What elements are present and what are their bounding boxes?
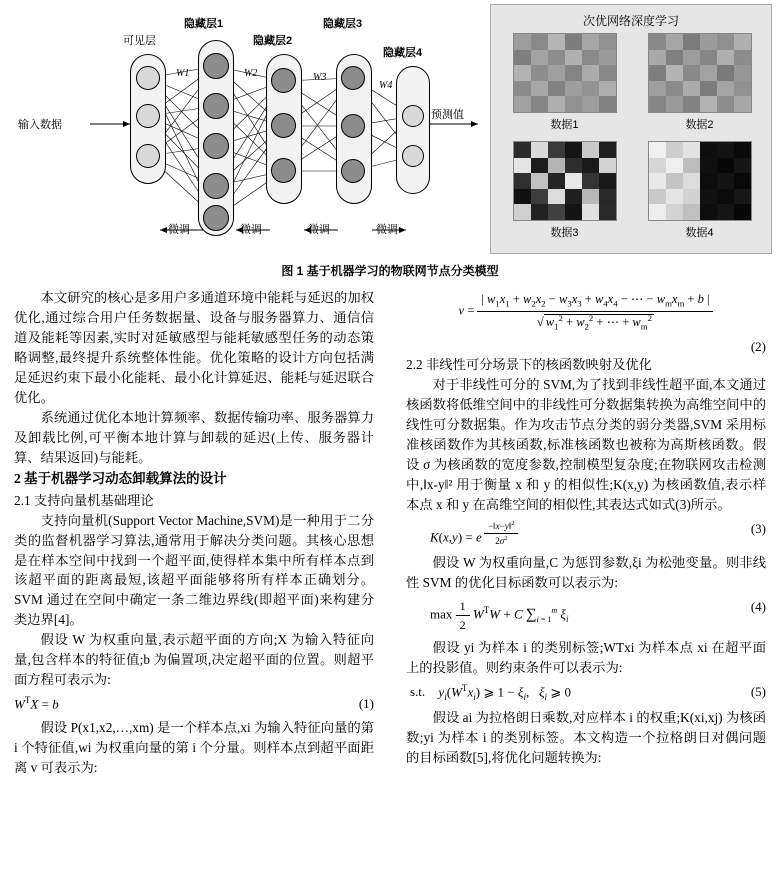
finetune-label-3: 微调: [308, 224, 330, 236]
data-image-2: [648, 33, 752, 113]
data-image-1: [513, 33, 617, 113]
node-hidden3-1: [341, 66, 365, 90]
weight-label-w2: W2: [244, 68, 258, 79]
node-hidden1-4: [203, 173, 229, 199]
node-hidden2-3: [271, 158, 296, 183]
weight-label-w1: W1: [176, 68, 190, 79]
layer-label-hidden2: 隐藏层2: [253, 35, 293, 47]
layer-label-hidden1: 隐藏层1: [184, 18, 224, 30]
equation-5-body: $y_i(W^Tx_i)$ ⩾ $1 - \xi_i$, $\xi_i$ ⩾ 0: [438, 682, 571, 702]
node-hidden3-2: [341, 114, 365, 138]
deep-learning-panel: [490, 4, 772, 254]
equation-1: [14, 694, 374, 714]
data-caption-1: 数据1: [550, 119, 579, 131]
equation-2-number: (2): [750, 339, 766, 355]
equation-4-number: (4): [750, 598, 766, 614]
paragraph-right-4: 假设 ai 为拉格朗日乘数,对应样本 i 的权重;K(xi,xj) 为核函数;yi 为样本 i 的类别标签。本文构造一个拉格朗日对偶问题的目标函数[5],将优化问题转换为:: [406, 710, 766, 766]
finetune-label-4: 微调: [376, 224, 398, 236]
node-hidden2-2: [271, 113, 296, 138]
equation-3-body: K(x,y) = e $^{\frac{-‖x-y‖^2}{2\sigma^2}}$: [430, 519, 518, 549]
right-column: [406, 288, 766, 768]
data-caption-2: 数据2: [685, 119, 714, 131]
equation-5-label: s.t.: [410, 683, 426, 699]
node-visible-3: [136, 144, 160, 168]
article-body: [14, 288, 766, 868]
equation-1-body: $W^TX = b$: [14, 695, 59, 712]
subsection-heading-2-2: 2.2 非线性可分场景下的核函数映射及优化: [406, 357, 652, 373]
weight-label-w4: W4: [379, 80, 393, 91]
paragraph-right-2: 假设 W 为权重向量,C 为惩罚参数,ξi 为松弛变量。则非线性 SVM 的优化目标函数可以表示为:: [406, 554, 766, 590]
paragraph-left-2: 系统通过优化本地计算频率、数据传输功率、服务器算力及卸载比例,可平衡本地计算与卸载的延迟(上传、服务器计算、结果返回)与能耗。: [14, 409, 374, 465]
paragraph-left-5: 假设 P(x1,x2,…,xm) 是一个样本点,xi 为输入特征向量的第 i 个特征值,wi 为权重向量的第 i 个分量。则样本点到超平面距离 v 可表示为:: [14, 719, 374, 775]
data-image-4: [648, 141, 752, 221]
data-cell-1: [505, 33, 624, 137]
node-hidden2-1: [271, 68, 296, 93]
deep-learning-grid: [505, 33, 759, 245]
figure-caption: 图 1 基于机器学习的物联网节点分类模型: [281, 264, 499, 278]
node-visible-1: [136, 66, 160, 90]
network-diagram: [8, 6, 478, 258]
deep-learning-panel-title: 次优网络深度学习: [582, 14, 679, 28]
data-caption-4: 数据4: [685, 227, 714, 239]
data-cell-3: [505, 141, 624, 245]
node-hidden1-1: [203, 53, 229, 79]
layer-label-hidden4: 隐藏层4: [383, 47, 423, 59]
section-heading-2: 2 基于机器学习动态卸载算法的设计: [14, 471, 227, 487]
weight-label-w3: W3: [313, 72, 327, 83]
input-data-label: 输入数据: [18, 119, 62, 131]
equation-3-number: (3): [750, 520, 766, 536]
finetune-label-2: 微调: [240, 224, 262, 236]
paragraph-left-3: 支持向量机(Support Vector Machine,SVM)是一种用于二分类的监督机器学习算法,通常用于解决分类问题。其核心思想是在样本空间中找到一个超平面,使得样本集中所有样本点到该超平面的距离最短,该超平面能够将所有样本正确划分。SVM 通过在空间中确定一条二维边界线(即超平面)来构建分类边界[4]。: [14, 512, 374, 628]
paragraph-left-1: 本文研究的核心是多用户多通道环境中能耗与延迟的加权优化,通过综合用户任务数据量、设备与服务器算力、通信信道及能耗等因素,实时对延敏感型与能耗敏感型任务的动态策略调整,最终提升系统整体性能。优化策略的设计方向包括满足延迟约束下最小化能耗、最小化计算延迟、能耗与延迟联合优化。: [14, 290, 374, 405]
layer-label-visible: 可见层: [123, 35, 156, 47]
node-visible-2: [136, 104, 160, 128]
paragraph-left-4: 假设 W 为权重向量,表示超平面的方向;X 为输入特征向量,包含样本的特征值;b 为偏置项,决定超平面的位置。则超平面方程可表示为:: [14, 632, 374, 688]
node-hidden1-3: [203, 133, 229, 159]
node-hidden3-3: [341, 159, 365, 183]
equation-2-number-row: [406, 337, 766, 355]
equation-1-number: (1): [358, 696, 374, 712]
subsection-heading-2-1: 2.1 支持向量机基础理论: [14, 492, 154, 508]
paragraph-right-3: 假设 yi 为样本 i 的类别标签;WTxi 为样本点 xi 在超平面上的投影值。则约束条件可以表示为:: [406, 639, 766, 675]
equation-2: [406, 290, 766, 333]
node-hidden4-1: [402, 105, 424, 127]
data-cell-4: [640, 141, 759, 245]
data-cell-2: [640, 33, 759, 137]
figure-region: [0, 0, 780, 278]
layer-box-hidden4: [396, 66, 430, 194]
equation-2-fraction: $\frac{| w_1x_1 + w_2x_2 - w_3x_3 + w_4x_4 - \cdots - w_mx_m + b |}{√ w_1^2 + w_2^2 + \cdots + w_m^2}$: [477, 290, 713, 333]
equation-3: [406, 519, 766, 549]
layer-label-hidden3: 隐藏层3: [323, 18, 363, 30]
output-prediction-label: 预测值: [431, 109, 464, 121]
data-image-3: [513, 141, 617, 221]
paragraph-right-1: 对于非线性可分的 SVM,为了找到非线性超平面,本文通过核函数将低维空间中的非线性可分数据集转换为高维空间中的线性可分数据集。作为攻击节点分类的弱分类器,SVM 采用标准核函数作为其核函数,标准核函数也被称为高斯核函数。假设 σ 为核函数的宽度参数,控制模型复杂度;在物联网攻击检测中,‖x-y‖² 用于衡量 x 和 y 的相似性;K(x,y) 为核函数值,表示样本点 x 和 y 在高维空间的相似性,其表达式如式(3)所示。: [406, 377, 766, 512]
node-hidden4-2: [402, 145, 424, 167]
data-caption-3: 数据3: [550, 227, 579, 239]
finetune-label-1: 微调: [168, 224, 190, 236]
equation-5-number: (5): [750, 683, 766, 699]
equation-2-body: v = $\frac{| w_1x_1 + w_2x_2 - w_3x_3 + w_4x_4 - \cdots - w_mx_m + b |}{√ w_1^2 + w_2^2 + \cdots + w_m^2}$: [459, 290, 714, 333]
equation-4-body: max $\frac{1}{2}$ $W^TW + C$ $\sum_{i = 1}^m$ $\xi_i$: [430, 598, 569, 632]
node-hidden1-2: [203, 93, 229, 119]
left-column: [14, 288, 374, 778]
node-hidden1-5: [203, 205, 229, 231]
equation-4: [406, 597, 766, 634]
equation-5: [406, 682, 766, 705]
